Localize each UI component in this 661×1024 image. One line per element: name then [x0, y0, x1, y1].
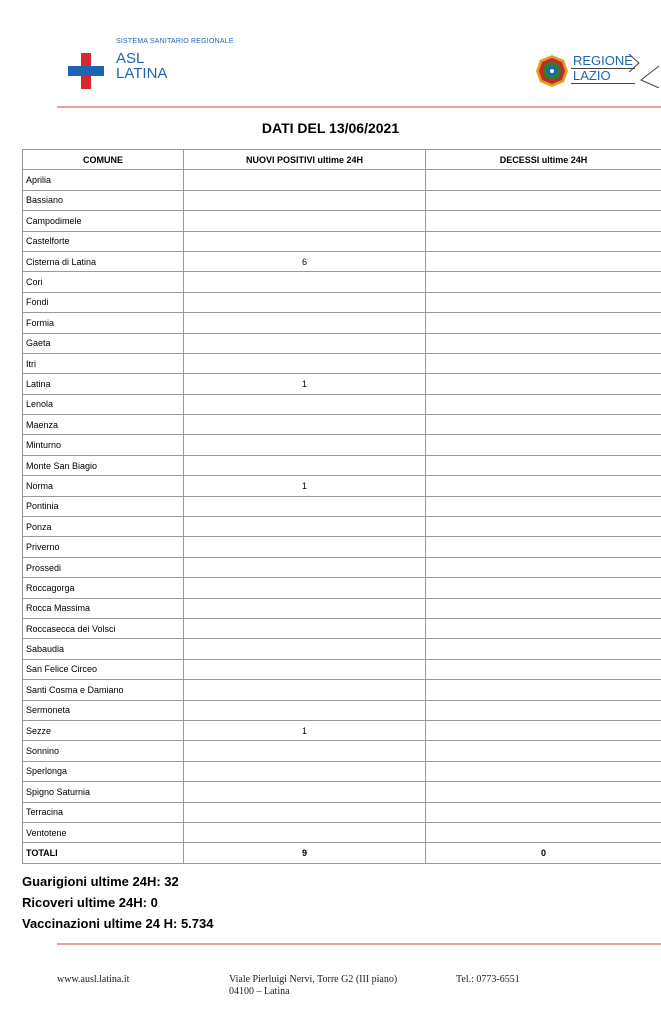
nuovi-positivi-cell: [184, 211, 426, 231]
nuovi-positivi-cell: [184, 353, 426, 373]
decessi-cell: [426, 394, 661, 414]
table-row: [23, 659, 661, 679]
comune-cell: Fondi: [23, 292, 184, 312]
ricoveri-text: Ricoveri ultime 24H: 0: [22, 895, 158, 910]
comune-cell: Sezze: [23, 720, 184, 740]
table-row: [23, 578, 661, 598]
comune-cell: Lenola: [23, 394, 184, 414]
nuovi-positivi-cell: [184, 578, 426, 598]
decessi-cell: [426, 822, 661, 842]
comune-cell: Aprilia: [23, 170, 184, 190]
nuovi-positivi-cell: [184, 822, 426, 842]
vaccinazioni-text: Vaccinazioni ultime 24 H: 5.734: [22, 916, 214, 931]
table-row: [23, 415, 661, 435]
nuovi-positivi-cell: [184, 639, 426, 659]
comune-cell: Norma: [23, 476, 184, 496]
comune-cell: Formia: [23, 313, 184, 333]
comune-cell: Priverno: [23, 537, 184, 557]
footer-phone: Tel.: 0773-6551: [456, 974, 520, 985]
comune-cell: Itri: [23, 353, 184, 373]
comune-cell: Sermoneta: [23, 700, 184, 720]
guarigioni-text: Guarigioni ultime 24H: 32: [22, 874, 179, 889]
table-row: [23, 802, 661, 822]
header-divider: [57, 106, 661, 108]
document-header: [0, 0, 661, 110]
table-row: [23, 598, 661, 618]
decessi-cell: [426, 190, 661, 210]
comune-cell: Ponza: [23, 517, 184, 537]
asl-subtitle: SISTEMA SANITARIO REGIONALE: [116, 38, 234, 45]
comune-cell: Roccasecca dei Volsci: [23, 618, 184, 638]
table-row: [23, 557, 661, 577]
nuovi-positivi-cell: 1: [184, 374, 426, 394]
decessi-cell: [426, 618, 661, 638]
decessi-cell: [426, 557, 661, 577]
regione-lazio-emblem-icon: [535, 54, 569, 88]
comune-cell: Rocca Massima: [23, 598, 184, 618]
footer-address: [229, 974, 397, 998]
comune-cell: Minturno: [23, 435, 184, 455]
decessi-cell: [426, 720, 661, 740]
table-row: [23, 170, 661, 190]
table-row: [23, 537, 661, 557]
nuovi-positivi-cell: [184, 782, 426, 802]
footer-website: www.ausl.latina.it: [57, 974, 130, 985]
table-row: [23, 190, 661, 210]
comune-cell: Castelforte: [23, 231, 184, 251]
summary-block: [22, 871, 213, 934]
comune-cell: Cisterna di Latina: [23, 251, 184, 271]
decessi-cell: [426, 455, 661, 475]
comune-cell: Campodimele: [23, 211, 184, 231]
decessi-cell: [426, 353, 661, 373]
table-row: [23, 680, 661, 700]
decessi-cell: [426, 659, 661, 679]
totals-label-cell: TOTALI: [23, 843, 184, 863]
decessi-cell: [426, 537, 661, 557]
decessi-cell: [426, 292, 661, 312]
decessi-cell: [426, 782, 661, 802]
nuovi-positivi-cell: [184, 170, 426, 190]
comune-cell: Latina: [23, 374, 184, 394]
chevron-decoration-icon: [627, 54, 661, 88]
comune-cell: Santi Cosma e Damiano: [23, 680, 184, 700]
comune-cell: Prossedi: [23, 557, 184, 577]
decessi-cell: [426, 251, 661, 271]
comune-cell: Gaeta: [23, 333, 184, 353]
table-row: [23, 272, 661, 292]
nuovi-positivi-cell: [184, 557, 426, 577]
table-row: [23, 517, 661, 537]
footer-address-line1: Viale Pierluigi Nervi, Torre G2 (III piano): [229, 974, 398, 985]
asl-name-line2: LATINA: [116, 65, 168, 82]
decessi-cell: [426, 435, 661, 455]
decessi-cell: [426, 415, 661, 435]
table-row: [23, 211, 661, 231]
decessi-cell: [426, 272, 661, 292]
decessi-cell: [426, 374, 661, 394]
asl-name: [116, 51, 167, 81]
region-name-line1: REGIONE: [573, 53, 633, 68]
nuovi-positivi-cell: [184, 333, 426, 353]
decessi-cell: [426, 741, 661, 761]
table-row: [23, 822, 661, 842]
decessi-cell: [426, 231, 661, 251]
medical-cross-icon: [68, 53, 104, 89]
nuovi-positivi-cell: [184, 190, 426, 210]
comune-cell: Monte San Biagio: [23, 455, 184, 475]
table-row: [23, 496, 661, 516]
table-row: [23, 231, 661, 251]
decessi-cell: [426, 517, 661, 537]
decessi-cell: [426, 170, 661, 190]
nuovi-positivi-cell: [184, 741, 426, 761]
nuovi-positivi-cell: [184, 802, 426, 822]
table-row: [23, 761, 661, 781]
comune-cell: Ventotene: [23, 822, 184, 842]
nuovi-positivi-cell: [184, 415, 426, 435]
nuovi-positivi-cell: [184, 272, 426, 292]
comune-cell: San Felice Circeo: [23, 659, 184, 679]
totals-positivi-cell: 9: [184, 843, 426, 863]
table-row: [23, 741, 661, 761]
nuovi-positivi-cell: [184, 394, 426, 414]
column-header-decessi: DECESSI ultime 24H: [426, 150, 661, 170]
decessi-cell: [426, 496, 661, 516]
comune-cell: Cori: [23, 272, 184, 292]
table-row: [23, 639, 661, 659]
table-row: [23, 435, 661, 455]
nuovi-positivi-cell: [184, 292, 426, 312]
table-row: [23, 394, 661, 414]
decessi-cell: [426, 761, 661, 781]
table-row: [23, 700, 661, 720]
nuovi-positivi-cell: [184, 659, 426, 679]
decessi-cell: [426, 476, 661, 496]
nuovi-positivi-cell: [184, 435, 426, 455]
table-row: [23, 374, 661, 394]
nuovi-positivi-cell: 1: [184, 720, 426, 740]
nuovi-positivi-cell: [184, 496, 426, 516]
covid-data-table: [22, 149, 661, 864]
decessi-cell: [426, 313, 661, 333]
nuovi-positivi-cell: [184, 680, 426, 700]
table-row: [23, 618, 661, 638]
decessi-cell: [426, 333, 661, 353]
decessi-cell: [426, 700, 661, 720]
comune-cell: Spigno Saturnia: [23, 782, 184, 802]
decessi-cell: [426, 639, 661, 659]
footer-address-line2: 04100 – Latina: [229, 986, 290, 997]
asl-latina-logo: [68, 38, 248, 94]
report-title: DATI DEL 13/06/2021: [261, 120, 400, 136]
nuovi-positivi-cell: [184, 598, 426, 618]
column-header-comune: COMUNE: [23, 150, 184, 170]
nuovi-positivi-cell: [184, 537, 426, 557]
decessi-cell: [426, 802, 661, 822]
nuovi-positivi-cell: 1: [184, 476, 426, 496]
nuovi-positivi-cell: [184, 618, 426, 638]
table-row: [23, 313, 661, 333]
table-row: [23, 292, 661, 312]
table-row: [23, 782, 661, 802]
table-row: [23, 455, 661, 475]
column-header-nuovi-positivi: NUOVI POSITIVI ultime 24H: [184, 150, 426, 170]
table-row: [23, 333, 661, 353]
nuovi-positivi-cell: [184, 761, 426, 781]
table-row: [23, 251, 661, 271]
comune-cell: Sperlonga: [23, 761, 184, 781]
comune-cell: Sabaudia: [23, 639, 184, 659]
nuovi-positivi-cell: [184, 517, 426, 537]
decessi-cell: [426, 578, 661, 598]
nuovi-positivi-cell: [184, 700, 426, 720]
table-row: [23, 353, 661, 373]
comune-cell: Bassiano: [23, 190, 184, 210]
comune-cell: Roccagorga: [23, 578, 184, 598]
decessi-cell: [426, 211, 661, 231]
asl-name-line1: ASL: [116, 50, 145, 67]
regione-lazio-logo: [535, 52, 661, 92]
decessi-cell: [426, 680, 661, 700]
nuovi-positivi-cell: 6: [184, 251, 426, 271]
comune-cell: Pontinia: [23, 496, 184, 516]
table-row: [23, 476, 661, 496]
nuovi-positivi-cell: [184, 231, 426, 251]
comune-cell: Terracina: [23, 802, 184, 822]
comune-cell: Sonnino: [23, 741, 184, 761]
footer-divider: [57, 943, 661, 945]
nuovi-positivi-cell: [184, 313, 426, 333]
comune-cell: Maenza: [23, 415, 184, 435]
totals-row: [23, 843, 661, 863]
table-row: [23, 720, 661, 740]
regione-lazio-name: [571, 54, 635, 84]
decessi-cell: [426, 598, 661, 618]
table-header-row: [23, 150, 661, 170]
nuovi-positivi-cell: [184, 455, 426, 475]
totals-decessi-cell: 0: [426, 843, 661, 863]
region-name-line2: LAZIO: [571, 69, 635, 84]
